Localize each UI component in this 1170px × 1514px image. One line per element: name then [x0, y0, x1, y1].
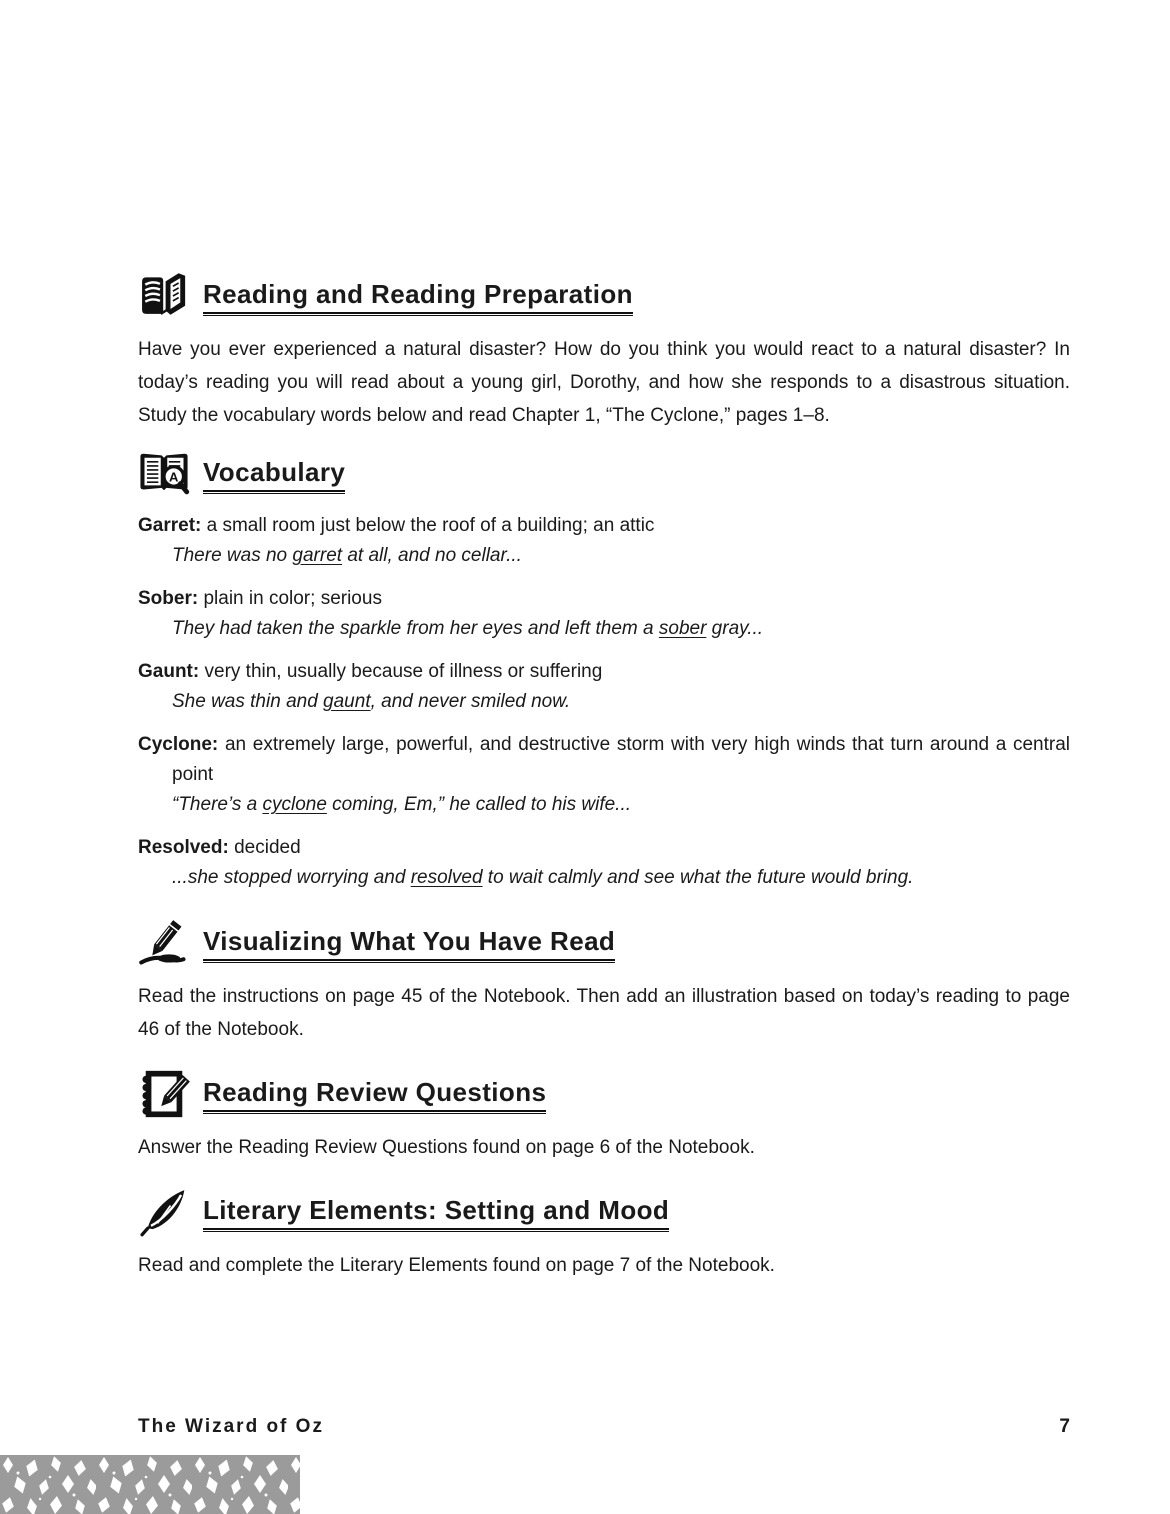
- quote-text: ...she stopped worrying and: [172, 867, 411, 888]
- notebook-pencil-icon: [138, 1068, 190, 1120]
- section-title-review: Reading Review Questions: [203, 1077, 546, 1112]
- vocab-definition: [138, 584, 1070, 614]
- book-magnifier-icon: [138, 448, 190, 500]
- vocab-definition: [138, 730, 1070, 790]
- section-review-body: Answer the Reading Review Questions found on page 6 of the Notebook.: [138, 1137, 755, 1158]
- section-review-heading: [138, 1068, 1070, 1120]
- quote-underlined-term: resolved: [410, 867, 483, 888]
- quote-text: There was no: [172, 545, 293, 566]
- section-reading-heading: [138, 270, 1070, 322]
- vocab-entry-sober: [138, 584, 1070, 644]
- vocab-definition-text: plain in color; serious: [198, 588, 382, 609]
- section-visualizing-heading: [138, 917, 1070, 969]
- decorative-diamond-band: [0, 1455, 300, 1514]
- section-title-visualizing: Visualizing What You Have Read: [203, 926, 615, 961]
- quote-text: She was thin and: [172, 691, 324, 712]
- quote-text: They had taken the sparkle from her eyes and left them a: [172, 618, 659, 639]
- vocab-word: Resolved:: [138, 837, 229, 858]
- section-visualizing-body: Read the instructions on page 45 of the Notebook. Then add an illustration based on today’s reading to page 46 of the Notebook.: [138, 986, 1070, 1040]
- books-icon: [138, 270, 190, 322]
- section-vocabulary-heading: [138, 448, 1070, 500]
- vocab-definition: [138, 657, 1070, 687]
- vocab-definition-text: an extremely large, powerful, and destructive storm with very high winds that turn around a central point: [172, 734, 1070, 785]
- vocab-definition-text: a small room just below the roof of a building; an attic: [201, 515, 655, 536]
- quote-underlined-term: garret: [292, 545, 343, 566]
- vocab-definition: [138, 511, 1070, 541]
- footer-page-number: 7: [1059, 1416, 1070, 1437]
- page-footer: [138, 1416, 1070, 1438]
- quote-underlined-term: cyclone: [262, 794, 327, 815]
- vocab-quote: [172, 687, 1070, 717]
- vocab-entry-cyclone: [138, 730, 1070, 820]
- quote-text: gray...: [706, 618, 764, 639]
- vocab-quote: [172, 614, 1070, 644]
- section-reading-body: Have you ever experienced a natural disaster? How do you think you would react to a natural disaster? In today’s reading you will read about a young girl, Dorothy, and how she responds to a disastrous situation. Study the vocabulary words below and read Chapter 1, “The Cyclone,” pages 1–8.: [138, 339, 1070, 426]
- vocabulary-list: [138, 511, 1070, 893]
- vocab-entry-resolved: [138, 833, 1070, 893]
- vocab-definition: [138, 833, 1070, 863]
- quote-text: at all, and no cellar...: [342, 545, 522, 566]
- vocab-definition-text: very thin, usually because of illness or suffering: [199, 661, 603, 682]
- section-title-vocabulary: Vocabulary: [203, 457, 345, 492]
- vocab-definition-text: decided: [228, 837, 301, 858]
- section-literary-body: Read and complete the Literary Elements found on page 7 of the Notebook.: [138, 1255, 775, 1276]
- quote-text: , and never smiled now.: [370, 691, 571, 712]
- vocab-word: Cyclone:: [138, 734, 219, 755]
- quill-icon: [138, 1186, 190, 1238]
- quote-text: “There’s a: [172, 794, 263, 815]
- vocab-entry-gaunt: [138, 657, 1070, 717]
- vocab-quote: [172, 863, 1070, 893]
- vocab-word: Gaunt:: [138, 661, 200, 682]
- quote-text: to wait calmly and see what the future would bring.: [482, 867, 914, 888]
- quote-underlined-term: sober: [658, 618, 707, 639]
- vocab-entry-garret: [138, 511, 1070, 571]
- section-title-reading: Reading and Reading Preparation: [203, 279, 633, 314]
- quote-text: coming, Em,” he called to his wife...: [326, 794, 632, 815]
- vocab-word: Garret:: [138, 515, 202, 536]
- vocab-word: Sober:: [138, 588, 199, 609]
- section-literary-heading: [138, 1186, 1070, 1238]
- vocab-quote: [172, 541, 1070, 571]
- svg-text:A: A: [169, 469, 179, 485]
- section-title-literary: Literary Elements: Setting and Mood: [203, 1195, 669, 1230]
- vocab-quote: [172, 790, 1070, 820]
- pencil-writing-icon: [138, 917, 190, 969]
- footer-book-title: The Wizard of Oz: [138, 1416, 324, 1437]
- quote-underlined-term: gaunt: [323, 691, 371, 712]
